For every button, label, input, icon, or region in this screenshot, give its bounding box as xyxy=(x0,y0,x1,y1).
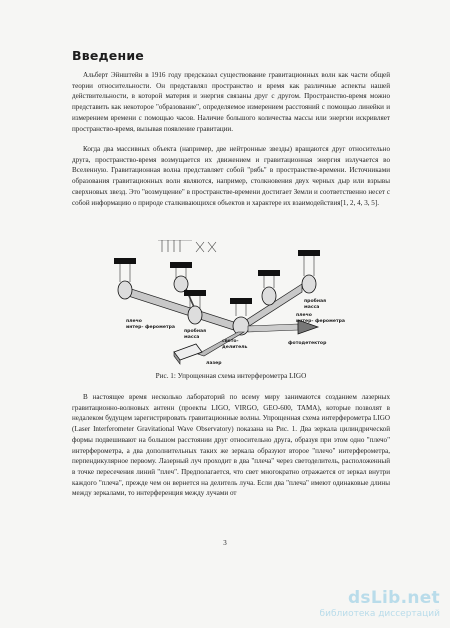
label-mass-center: пробная масса xyxy=(184,329,207,340)
label-photodetector: фотодетектор xyxy=(288,341,327,346)
label-splitter: свето-делитель xyxy=(222,339,248,350)
ligo-diagram xyxy=(112,240,352,370)
label-arm-left: плечо интер- ферометра xyxy=(126,319,176,330)
paragraph-1: Альберт Эйнштейн в 1916 году предсказал существование гравитационных волн как части общей теории относительности. Он представлял пространство и время как различные аспекты нашей действительности, в которой материя и энергия связаны друг с другом. Пространство-время можно представить как некоторое "образование", определяемое измерением расстояний с помощью линейки и измерением времени с помощью часов. Наличие большого количества массы или энергии искривляет пространство-время, вызывая появление гравитации. xyxy=(72,71,390,133)
section-heading: Введение xyxy=(72,48,144,63)
dslib-watermark[interactable] xyxy=(318,588,440,620)
page-number: 3 xyxy=(223,539,227,547)
watermark-subtitle: библиотека диссертаций xyxy=(319,609,440,619)
test-mass-top-right xyxy=(258,270,280,305)
paragraph-2: Когда два массивных объекта (например, две нейтронные звезды) вращаются друг относительно друга, пространство-время возмущается их движением и гравитационная энергия излучается во Вселенную. Гравитационная волна представляет собой "рябь" в пространстве-времени. Источниками образования гравитационных волн являются, например, столкновения двух черных дыр или взрывы сверхновых звезд. Это "возмущение" в пространстве-времени достигает Земли и соответственно несет с собой информацию о природе сталкивающихся объектов и характере их взаимодействия[1, 2, 4, 3, 5]. xyxy=(72,145,390,207)
label-mass-top: пробная масса xyxy=(304,299,327,310)
label-laser: лазер xyxy=(206,361,222,366)
gravitational-wave-lines xyxy=(158,240,216,252)
test-mass-top-left xyxy=(170,262,192,292)
ligo-diagram-svg xyxy=(112,240,352,370)
watermark-logo: dsLib.net xyxy=(347,588,440,608)
paragraph-3: В настоящее время несколько лабораторий по всему миру занимаются созданием лазерных гравитационно-волновых антенн (проекты LIGO, VIRGO, GEO-600, TAMA), которые позволят в недалеком будущем зарегистрировать гравитационные волны. Упрощенная схема интерферометра LIGO (Laser Interferometer Gravitational Wave Observatory) показана на Рис. 1. Два зеркала цилиндрической формы подвешивают на большом расстоянии друг относительно друга, образуя при этом одно "плечо" интерферометра, а два дополнительных таких же зеркала образуют второе "плечо" интерферометра, перпендикулярное первому. Лазерный луч проходит в два "плеча" через светоделитель, расположенный в точке пересечения линий "плеч". Предполагается, что свет многократно отражается от зеркал внутри каждого "плеча", прежде чем он вернется на делитель луча. Если два "плеча" имеют одинаковые длины между зеркалами, то интерференция между лучами от xyxy=(72,393,390,498)
label-arm-right: плечо интер- ферометра xyxy=(296,313,346,324)
figure-caption: Рис. 1: Упрощенная схема интерферометра LIGO xyxy=(155,372,307,380)
